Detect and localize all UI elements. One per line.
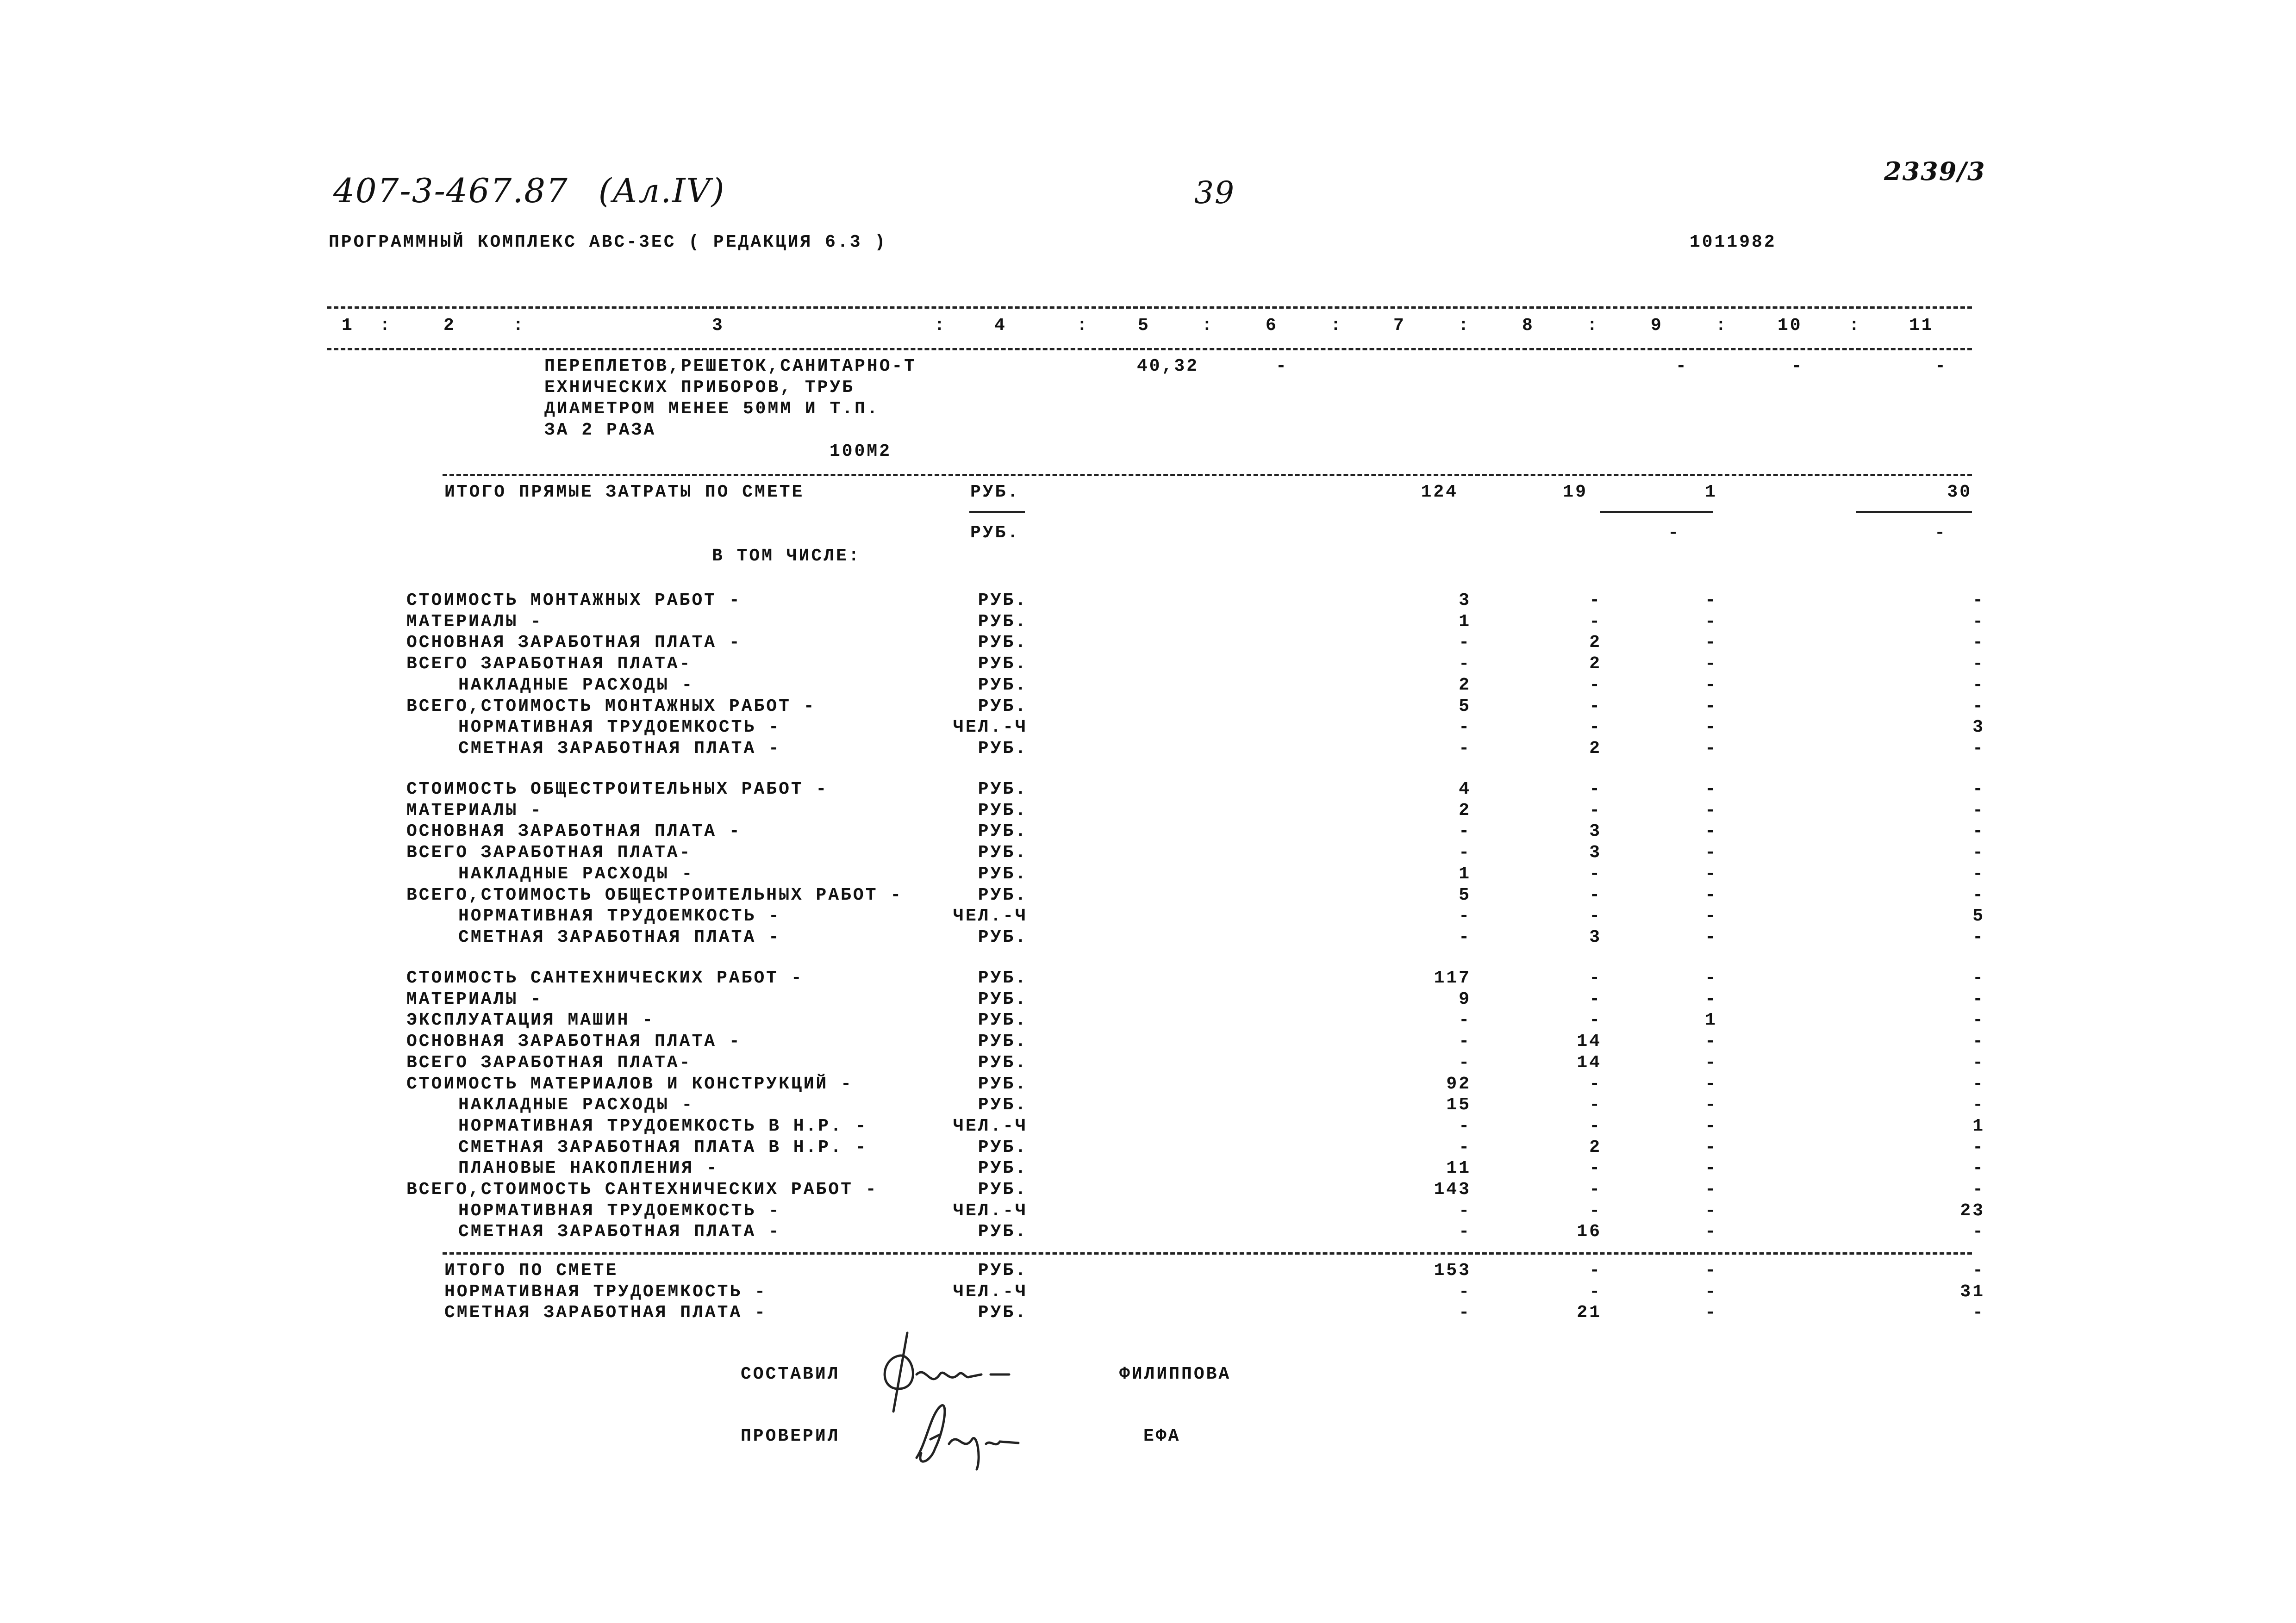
column-6: 6 <box>1266 316 1278 336</box>
column-sep: : <box>1587 316 1599 336</box>
top-item-line: ПЕРЕПЛЕТОВ,РЕШЕТОК,САНИТАРНО-Т <box>544 356 917 376</box>
cost-row <box>0 989 2296 1011</box>
top-item-c11: - <box>1935 356 1947 376</box>
row-c7: - <box>1459 843 1471 863</box>
top-item-c6: - <box>1276 356 1288 376</box>
row-c8: 14 <box>1577 1032 1602 1052</box>
totals-rule <box>443 1252 1972 1255</box>
row-unit: РУБ. <box>978 611 1028 632</box>
row-unit: РУБ. <box>978 821 1028 842</box>
row-c11: - <box>1972 800 1985 821</box>
row-c8: - <box>1589 1261 1602 1281</box>
row-c11: 5 <box>1972 906 1985 927</box>
signature-checked <box>898 1388 1037 1481</box>
row-unit: РУБ. <box>978 1052 1028 1073</box>
column-11: 11 <box>1909 316 1934 336</box>
row-label: ВСЕГО,СТОИМОСТЬ ОБЩЕСТРОИТЕЛЬНЫХ РАБОТ - <box>406 885 903 905</box>
row-c11: 31 <box>1960 1281 1985 1302</box>
row-c11: - <box>1972 864 1985 884</box>
row-c8: - <box>1589 779 1602 799</box>
column-sep: : <box>1716 316 1728 336</box>
row-c11: - <box>1972 1303 1985 1323</box>
row-c7: 5 <box>1459 696 1471 716</box>
row-c9: - <box>1705 717 1717 738</box>
row-label: ВСЕГО ЗАРАБОТНАЯ ПЛАТА- <box>406 843 692 863</box>
row-label: ПЛАНОВЫЕ НАКОПЛЕНИЯ - <box>458 1158 719 1179</box>
row-c9: - <box>1705 800 1717 821</box>
cost-row <box>0 1138 2296 1159</box>
doc-number: 1011982 <box>1690 232 1777 252</box>
column-sep: : <box>1330 316 1343 336</box>
cost-row <box>0 821 2296 843</box>
top-item-line: ЗА 2 РАЗА <box>544 420 656 440</box>
section-rule <box>443 474 1972 476</box>
row-label: НОРМАТИВНАЯ ТРУДОЕМКОСТЬ - <box>444 1281 767 1302</box>
row-unit: РУБ. <box>978 1158 1028 1179</box>
row-label: МАТЕРИАЛЫ - <box>406 989 543 1009</box>
row-unit: РУБ. <box>970 523 1020 543</box>
row-c8: - <box>1589 1200 1602 1221</box>
row-unit: РУБ. <box>970 482 1020 502</box>
row-c11: - <box>1972 654 1985 674</box>
total-direct-row <box>0 482 2296 504</box>
row-c9: - <box>1705 696 1717 716</box>
row-c7: - <box>1459 738 1471 759</box>
cost-row <box>0 591 2296 612</box>
row-c9: - <box>1705 1116 1717 1136</box>
row-unit: РУБ. <box>978 1032 1028 1052</box>
row-label: МАТЕРИАЛЫ - <box>406 800 543 821</box>
row-c8: - <box>1589 989 1602 1009</box>
row-c8: - <box>1589 591 1602 610</box>
row-c11: - <box>1972 633 1985 653</box>
row-c9: - <box>1705 633 1717 653</box>
column-3: 3 <box>712 316 724 336</box>
row-c7: 2 <box>1459 800 1471 821</box>
row-c7: - <box>1459 1010 1471 1031</box>
row-c8: 21 <box>1577 1303 1602 1323</box>
cost-row <box>0 1053 2296 1074</box>
row-c8: - <box>1589 1281 1602 1302</box>
row-c7: - <box>1459 633 1471 653</box>
row-c9: - <box>1705 1281 1717 1302</box>
doc-code <box>333 171 725 210</box>
row-label: ОСНОВНАЯ ЗАРАБОТНАЯ ПЛАТА - <box>406 1032 742 1052</box>
row-c8: - <box>1589 906 1602 927</box>
top-item-c5: 40,32 <box>1137 356 1199 376</box>
row-c11: - <box>1972 1052 1985 1073</box>
row-label: СТОИМОСТЬ МОНТАЖНЫХ РАБОТ - <box>406 591 742 610</box>
column-1: 1 <box>342 316 354 336</box>
row-label: НАКЛАДНЫЕ РАСХОДЫ - <box>458 675 694 695</box>
row-c9: 1 <box>1705 1010 1717 1031</box>
row-c8: - <box>1589 800 1602 821</box>
row-unit: РУБ. <box>978 654 1028 674</box>
program-title: ПРОГРАММНЫЙ КОМПЛЕКС АВС-3ЕС ( РЕДАКЦИЯ 6.3 ) <box>329 232 887 252</box>
total-row <box>0 1261 2296 1282</box>
compiled-label: СОСТАВИЛ <box>741 1364 840 1384</box>
top-item-c9: - <box>1676 356 1688 376</box>
row-c9: - <box>1705 654 1717 674</box>
cost-row <box>0 801 2296 822</box>
row-c7: 1 <box>1459 864 1471 884</box>
row-c11: - <box>1972 885 1985 905</box>
row-c8: - <box>1589 1158 1602 1179</box>
cost-row <box>0 968 2296 989</box>
checked-name: ЕФА <box>1143 1426 1181 1446</box>
row-c11: - <box>1972 611 1985 632</box>
column-sep: : <box>513 316 525 336</box>
row-c8: 2 <box>1589 1137 1602 1157</box>
cost-row <box>0 1116 2296 1138</box>
total-row <box>0 1282 2296 1303</box>
row-c9: - <box>1705 779 1717 799</box>
row-c8: 3 <box>1589 927 1602 947</box>
row-c7: - <box>1459 906 1471 927</box>
row-label: СТОИМОСТЬ ОБЩЕСТРОИТЕЛЬНЫХ РАБОТ - <box>406 779 829 799</box>
row-c7: - <box>1459 1222 1471 1242</box>
row-unit: РУБ. <box>978 927 1028 947</box>
column-2: 2 <box>443 316 456 336</box>
row-unit: РУБ. <box>978 1137 1028 1157</box>
row-c9: - <box>1705 591 1717 610</box>
row-label: ОСНОВНАЯ ЗАРАБОТНАЯ ПЛАТА - <box>406 821 742 842</box>
row-c11: - <box>1972 1074 1985 1094</box>
row-c8: - <box>1589 1074 1602 1094</box>
row-c7: 2 <box>1459 675 1471 695</box>
row-c9: - <box>1705 1261 1717 1281</box>
cost-row <box>0 885 2296 907</box>
column-sep: : <box>934 316 947 336</box>
row-c9: - <box>1705 1137 1717 1157</box>
row-c7: 1 <box>1459 611 1471 632</box>
row-unit: РУБ. <box>978 1261 1028 1281</box>
row-c8: - <box>1589 611 1602 632</box>
row-c8: - <box>1589 864 1602 884</box>
row-c7: 124 <box>1421 482 1458 502</box>
row-c11: 23 <box>1960 1200 1985 1221</box>
row-c9: - <box>1705 906 1717 927</box>
row-label: НОРМАТИВНАЯ ТРУДОЕМКОСТЬ - <box>458 906 781 927</box>
row-unit: РУБ. <box>978 968 1028 988</box>
row-c9: - <box>1705 1052 1717 1073</box>
cost-row <box>0 927 2296 949</box>
row-c7: - <box>1459 654 1471 674</box>
row-c8: - <box>1589 1116 1602 1136</box>
row-c7: - <box>1459 1281 1471 1302</box>
row-label: СМЕТНАЯ ЗАРАБОТНАЯ ПЛАТА - <box>458 1222 781 1242</box>
column-sep: : <box>1202 316 1214 336</box>
row-unit: РУБ. <box>978 989 1028 1009</box>
row-c7: 3 <box>1459 591 1471 610</box>
c9-underline <box>1600 511 1713 513</box>
row-c9: - <box>1705 927 1717 947</box>
row-c8: - <box>1589 1095 1602 1115</box>
row-c8: 14 <box>1577 1052 1602 1073</box>
row-label: СМЕТНАЯ ЗАРАБОТНАЯ ПЛАТА - <box>444 1303 767 1323</box>
row-c7: 5 <box>1459 885 1471 905</box>
row-c11: - <box>1934 523 1947 543</box>
row-c8: 3 <box>1589 821 1602 842</box>
row-c11: - <box>1972 1261 1985 1281</box>
row-unit: РУБ. <box>978 1095 1028 1115</box>
header-top-rule <box>327 306 1972 309</box>
row-label: СМЕТНАЯ ЗАРАБОТНАЯ ПЛАТА - <box>458 927 781 947</box>
column-sep: : <box>1849 316 1861 336</box>
page-number: 39 <box>1194 175 1235 211</box>
row-c11: - <box>1972 1158 1985 1179</box>
row-c7: 117 <box>1434 968 1471 988</box>
row-c7: - <box>1459 1200 1471 1221</box>
row-label: НОРМАТИВНАЯ ТРУДОЕМКОСТЬ - <box>458 1200 781 1221</box>
including-label: В ТОМ ЧИСЛЕ: <box>712 546 861 566</box>
row-label: МАТЕРИАЛЫ - <box>406 611 543 632</box>
row-c11: - <box>1972 821 1985 842</box>
row-c9: - <box>1705 968 1717 988</box>
row-label: НАКЛАДНЫЕ РАСХОДЫ - <box>458 1095 694 1115</box>
row-c11: - <box>1972 591 1985 610</box>
unit-underline <box>969 511 1025 513</box>
row-c9: - <box>1705 738 1717 759</box>
row-c11: - <box>1972 779 1985 799</box>
row-c9: - <box>1705 1303 1717 1323</box>
column-header-row <box>0 316 2296 339</box>
row-c9: - <box>1705 989 1717 1009</box>
row-c8: 2 <box>1589 738 1602 759</box>
top-item <box>0 356 2296 467</box>
column-10: 10 <box>1778 316 1803 336</box>
row-unit: ЧЕЛ.-Ч <box>953 717 1028 738</box>
row-c9: - <box>1705 1032 1717 1052</box>
c11-underline <box>1856 511 1972 513</box>
row-label: ВСЕГО ЗАРАБОТНАЯ ПЛАТА- <box>406 654 692 674</box>
row-unit: РУБ. <box>978 738 1028 759</box>
row-c7: 92 <box>1446 1074 1471 1094</box>
sheet-code: 2339/3 <box>1884 156 1986 186</box>
row-c7: - <box>1459 821 1471 842</box>
row-c7: - <box>1459 1303 1471 1323</box>
row-unit: ЧЕЛ.-Ч <box>953 1116 1028 1136</box>
top-item-unit: 100М2 <box>830 442 892 461</box>
total-row <box>0 1303 2296 1324</box>
row-unit: РУБ. <box>978 696 1028 716</box>
row-c7: 15 <box>1446 1095 1471 1115</box>
row-unit: РУБ. <box>978 1303 1028 1323</box>
row-c9: - <box>1705 1200 1717 1221</box>
column-5: 5 <box>1138 316 1150 336</box>
doc-code-text: 407-3-467.87 <box>333 171 568 210</box>
row-c7: - <box>1459 1052 1471 1073</box>
row-c7: - <box>1459 1116 1471 1136</box>
row-label: НАКЛАДНЫЕ РАСХОДЫ - <box>458 864 694 884</box>
cost-row <box>0 717 2296 739</box>
row-c11: - <box>1972 675 1985 695</box>
row-label: ОСНОВНАЯ ЗАРАБОТНАЯ ПЛАТА - <box>406 633 742 653</box>
row-label: ИТОГО ПО СМЕТЕ <box>444 1261 618 1281</box>
compiled-name: ФИЛИППОВА <box>1119 1364 1231 1384</box>
row-unit: РУБ. <box>978 800 1028 821</box>
column-sep: : <box>1077 316 1089 336</box>
row-c8: 3 <box>1589 843 1602 863</box>
row-c8: 16 <box>1577 1222 1602 1242</box>
row-c11: - <box>1972 1180 1985 1200</box>
row-c9: - <box>1705 675 1717 695</box>
row-c8: - <box>1589 675 1602 695</box>
row-unit: РУБ. <box>978 1222 1028 1242</box>
row-label: ИТОГО ПРЯМЫЕ ЗАТРАТЫ ПО СМЕТЕ <box>444 482 805 502</box>
row-c11: - <box>1972 1222 1985 1242</box>
row-unit: РУБ. <box>978 864 1028 884</box>
row-label: ВСЕГО ЗАРАБОТНАЯ ПЛАТА- <box>406 1052 692 1073</box>
row-label: СТОИМОСТЬ МАТЕРИАЛОВ И КОНСТРУКЦИЙ - <box>406 1074 853 1094</box>
cost-row <box>0 864 2296 885</box>
cost-row <box>0 1158 2296 1180</box>
row-unit: РУБ. <box>978 885 1028 905</box>
cost-row <box>0 1095 2296 1116</box>
row-c7: 153 <box>1434 1261 1471 1281</box>
column-8: 8 <box>1522 316 1535 336</box>
row-label: НОРМАТИВНАЯ ТРУДОЕМКОСТЬ - <box>458 717 781 738</box>
cost-row <box>0 696 2296 718</box>
row-c11: - <box>1972 1137 1985 1157</box>
row-c8: - <box>1589 1010 1602 1031</box>
cost-row <box>0 1032 2296 1053</box>
album-text: (Ал.IV) <box>598 171 725 210</box>
row-label: ЭКСПЛУАТАЦИЯ МАШИН - <box>406 1010 655 1031</box>
cost-row <box>0 1222 2296 1243</box>
row-unit: РУБ. <box>978 591 1028 610</box>
column-sep: : <box>1458 316 1471 336</box>
cost-row <box>0 1180 2296 1201</box>
cost-row <box>0 633 2296 654</box>
checked-label: ПРОВЕРИЛ <box>741 1426 840 1446</box>
row-label: СТОИМОСТЬ САНТЕХНИЧЕСКИХ РАБОТ - <box>406 968 804 988</box>
row-c8: - <box>1589 717 1602 738</box>
row-c8: 19 <box>1563 482 1588 502</box>
row-c7: 143 <box>1434 1180 1471 1200</box>
row-c8: - <box>1589 1180 1602 1200</box>
row-label: СМЕТНАЯ ЗАРАБОТНАЯ ПЛАТА - <box>458 738 781 759</box>
column-sep: : <box>380 316 392 336</box>
row-c11: - <box>1972 843 1985 863</box>
row-c7: - <box>1459 717 1471 738</box>
row-unit: РУБ. <box>978 1180 1028 1200</box>
row-c9: - <box>1705 611 1717 632</box>
row-c9: - <box>1705 885 1717 905</box>
cost-row <box>0 779 2296 801</box>
row-c8: 2 <box>1589 633 1602 653</box>
row-unit: РУБ. <box>978 633 1028 653</box>
top-item-line: ДИАМЕТРОМ МЕНЕЕ 50ММ И Т.П. <box>544 399 880 419</box>
row-c9: - <box>1705 1074 1717 1094</box>
row-c9: - <box>1668 523 1680 543</box>
row-c11: - <box>1972 927 1985 947</box>
cost-row <box>0 843 2296 864</box>
row-unit: ЧЕЛ.-Ч <box>953 1281 1028 1302</box>
row-c7: - <box>1459 1137 1471 1157</box>
row-unit: ЧЕЛ.-Ч <box>953 906 1028 927</box>
row-c11: - <box>1972 989 1985 1009</box>
row-c7: 11 <box>1446 1158 1471 1179</box>
row-c11: - <box>1972 696 1985 716</box>
row-label: НОРМАТИВНАЯ ТРУДОЕМКОСТЬ В Н.Р. - <box>458 1116 868 1136</box>
row-c9: - <box>1705 1222 1717 1242</box>
row-c11: 3 <box>1972 717 1985 738</box>
top-item-c10: - <box>1791 356 1804 376</box>
row-label: ВСЕГО,СТОИМОСТЬ САНТЕХНИЧЕСКИХ РАБОТ - <box>406 1180 878 1200</box>
cost-row <box>0 654 2296 675</box>
cost-row <box>0 1074 2296 1095</box>
top-item-line: ЕХНИЧЕСКИХ ПРИБОРОВ, ТРУБ <box>544 378 855 398</box>
row-c9: - <box>1705 1180 1717 1200</box>
row-c9: 1 <box>1705 482 1717 502</box>
row-unit: РУБ. <box>978 843 1028 863</box>
row-unit: РУБ. <box>978 779 1028 799</box>
row-c11: - <box>1972 968 1985 988</box>
row-c11: 30 <box>1947 482 1972 502</box>
cost-row <box>0 675 2296 696</box>
row-c9: - <box>1705 1095 1717 1115</box>
column-9: 9 <box>1651 316 1663 336</box>
row-c9: - <box>1705 843 1717 863</box>
cost-row <box>0 906 2296 927</box>
row-c11: 1 <box>1972 1116 1985 1136</box>
row-unit: РУБ. <box>978 1074 1028 1094</box>
cost-row <box>0 1010 2296 1032</box>
row-c9: - <box>1705 1158 1717 1179</box>
row-c11: - <box>1972 738 1985 759</box>
cost-row <box>0 739 2296 760</box>
row-c8: - <box>1589 885 1602 905</box>
row-c11: - <box>1972 1010 1985 1031</box>
row-c7: - <box>1459 927 1471 947</box>
row-unit: РУБ. <box>978 1010 1028 1031</box>
header-bottom-rule <box>327 348 1972 350</box>
sub-rub-row <box>0 523 2296 544</box>
row-label: СМЕТНАЯ ЗАРАБОТНАЯ ПЛАТА В Н.Р. - <box>458 1137 868 1157</box>
row-unit: РУБ. <box>978 675 1028 695</box>
row-c7: 4 <box>1459 779 1471 799</box>
row-c8: 2 <box>1589 654 1602 674</box>
cost-row <box>0 1201 2296 1222</box>
cost-row <box>0 612 2296 633</box>
row-c7: - <box>1459 1032 1471 1052</box>
row-c11: - <box>1972 1032 1985 1052</box>
row-c7: 9 <box>1459 989 1471 1009</box>
row-c9: - <box>1705 821 1717 842</box>
row-unit: ЧЕЛ.-Ч <box>953 1200 1028 1221</box>
row-c9: - <box>1705 864 1717 884</box>
row-c11: - <box>1972 1095 1985 1115</box>
row-label: ВСЕГО,СТОИМОСТЬ МОНТАЖНЫХ РАБОТ - <box>406 696 816 716</box>
column-7: 7 <box>1393 316 1406 336</box>
row-c8: - <box>1589 696 1602 716</box>
row-c8: - <box>1589 968 1602 988</box>
column-4: 4 <box>994 316 1007 336</box>
